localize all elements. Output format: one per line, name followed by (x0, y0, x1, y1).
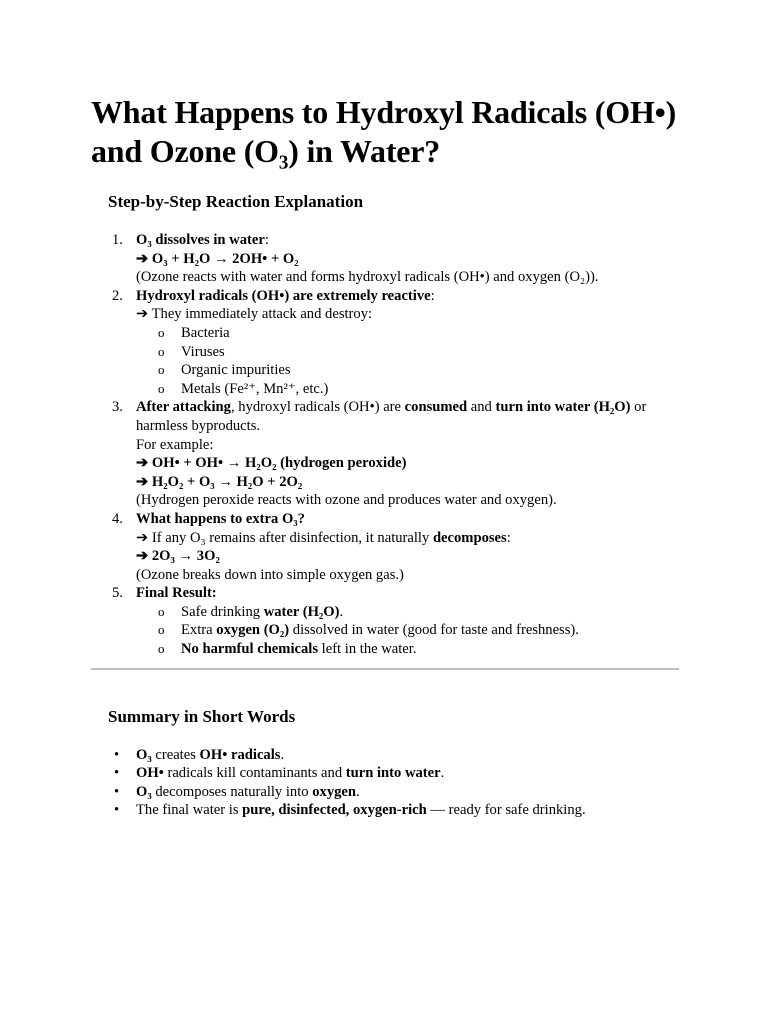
circle-bullet-icon: o (158, 622, 165, 638)
list-item: • O₃ creates OH• radicals. (114, 746, 285, 763)
step-3: 3. After attacking, hydroxyl radicals (OH•) are consumed and turn into water (H₂O) or harmless byproducts. For example: ➔ OH• + OH• → H₂O₂ (hydrogen peroxide) ➔ H₂O₂ + O₃ → H₂O + 2O₂ (Hydrogen peroxide reacts with ozone and produces water and oxygen). (91, 398, 679, 510)
circle-bullet-icon: o (158, 362, 165, 378)
step-note: (Hydrogen peroxide reacts with ozone and produces water and oxygen). (136, 492, 557, 509)
step-heading: Final Result: (136, 585, 217, 602)
step-note: (Ozone reacts with water and forms hydroxyl radicals (OH•) and oxygen (O₂)). (136, 269, 599, 286)
section-heading-summary: Summary in Short Words (108, 706, 296, 726)
summary-list (91, 746, 679, 820)
step-intro: ➔ They immediately attack and destroy: (136, 306, 373, 323)
step-heading: After attacking (136, 399, 231, 416)
example-label: For example: (136, 436, 214, 453)
steps-list (91, 231, 679, 659)
circle-bullet-icon: o (158, 603, 165, 619)
list-item: o Safe drinking water (H₂O). (158, 603, 344, 620)
page-title: What Happens to Hydroxyl Radicals (OH•) and Ozone (O₃) in Water? (91, 94, 677, 169)
equation: ➔ OH• + OH• → H₂O₂ (hydrogen peroxide) (136, 455, 407, 472)
list-item: o Metals (Fe²⁺, Mn²⁺, etc.) (158, 380, 329, 397)
step-number: 4. (112, 510, 123, 527)
step-1: 1. O₃ dissolves in water: ➔ O₃ + H₂O → 2OH• + O₂ (Ozone reacts with water and forms hydroxyl radicals (OH•) and oxygen (O₂)). (91, 231, 679, 287)
step-5 (91, 584, 679, 658)
target-list (136, 324, 679, 398)
list-item: • The final water is pure, disinfected, oxygen-rich — ready for safe drinking. (114, 802, 586, 819)
list-item: o Extra oxygen (O₂) dissolved in water (good for taste and freshness). (158, 622, 579, 639)
step-number: 5. (112, 585, 123, 602)
step-number: 1. (112, 232, 123, 248)
step-note: (Ozone breaks down into simple oxygen gas.) (136, 566, 404, 583)
result-list (136, 603, 679, 659)
list-item: o Viruses (158, 343, 225, 360)
list-item: o Bacteria (158, 324, 230, 341)
document-page (91, 93, 679, 820)
step-4: 4. What happens to extra O₃? ➔ If any O₃ remains after disinfection, it naturally decomposes: ➔ 2O₃ → 3O₂ (Ozone breaks down into simple oxygen gas.) (91, 510, 679, 584)
step-heading: Hydroxyl radicals (OH•) are extremely reactive (136, 287, 431, 304)
step-heading: What happens to extra O₃? (136, 510, 305, 527)
step-heading: O₃ dissolves in water (136, 232, 265, 248)
bullet-icon: • (114, 765, 120, 782)
list-item: • OH• radicals kill contaminants and turn into water. (114, 765, 445, 782)
step-number: 3. (112, 399, 123, 416)
circle-bullet-icon: o (158, 343, 165, 359)
circle-bullet-icon: o (158, 324, 165, 340)
circle-bullet-icon: o (158, 380, 165, 396)
circle-bullet-icon: o (158, 641, 165, 657)
list-item: • O₃ decomposes naturally into oxygen. (114, 783, 360, 800)
section-heading-steps: Step-by-Step Reaction Explanation (108, 192, 364, 211)
bullet-icon: • (114, 783, 120, 800)
section-divider (91, 668, 679, 670)
equation: ➔ O₃ + H₂O → 2OH• + O₂ (136, 250, 299, 267)
step-2: 2. Hydroxyl radicals (OH•) are extremely reactive: ➔ They immediately attack and destroy: o Bacteria o Viruses o Organic impurities o Metals (Fe²⁺, Mn²⁺, etc.) (91, 287, 679, 399)
bullet-icon: • (114, 802, 120, 819)
equation: ➔ H₂O₂ + O₃ → H₂O + 2O₂ (136, 473, 303, 490)
step-number: 2. (112, 287, 123, 304)
equation: ➔ 2O₃ → 3O₂ (136, 548, 220, 565)
list-item: o No harmful chemicals left in the water. (158, 641, 417, 658)
list-item: o Organic impurities (158, 362, 291, 379)
bullet-icon: • (114, 746, 120, 763)
